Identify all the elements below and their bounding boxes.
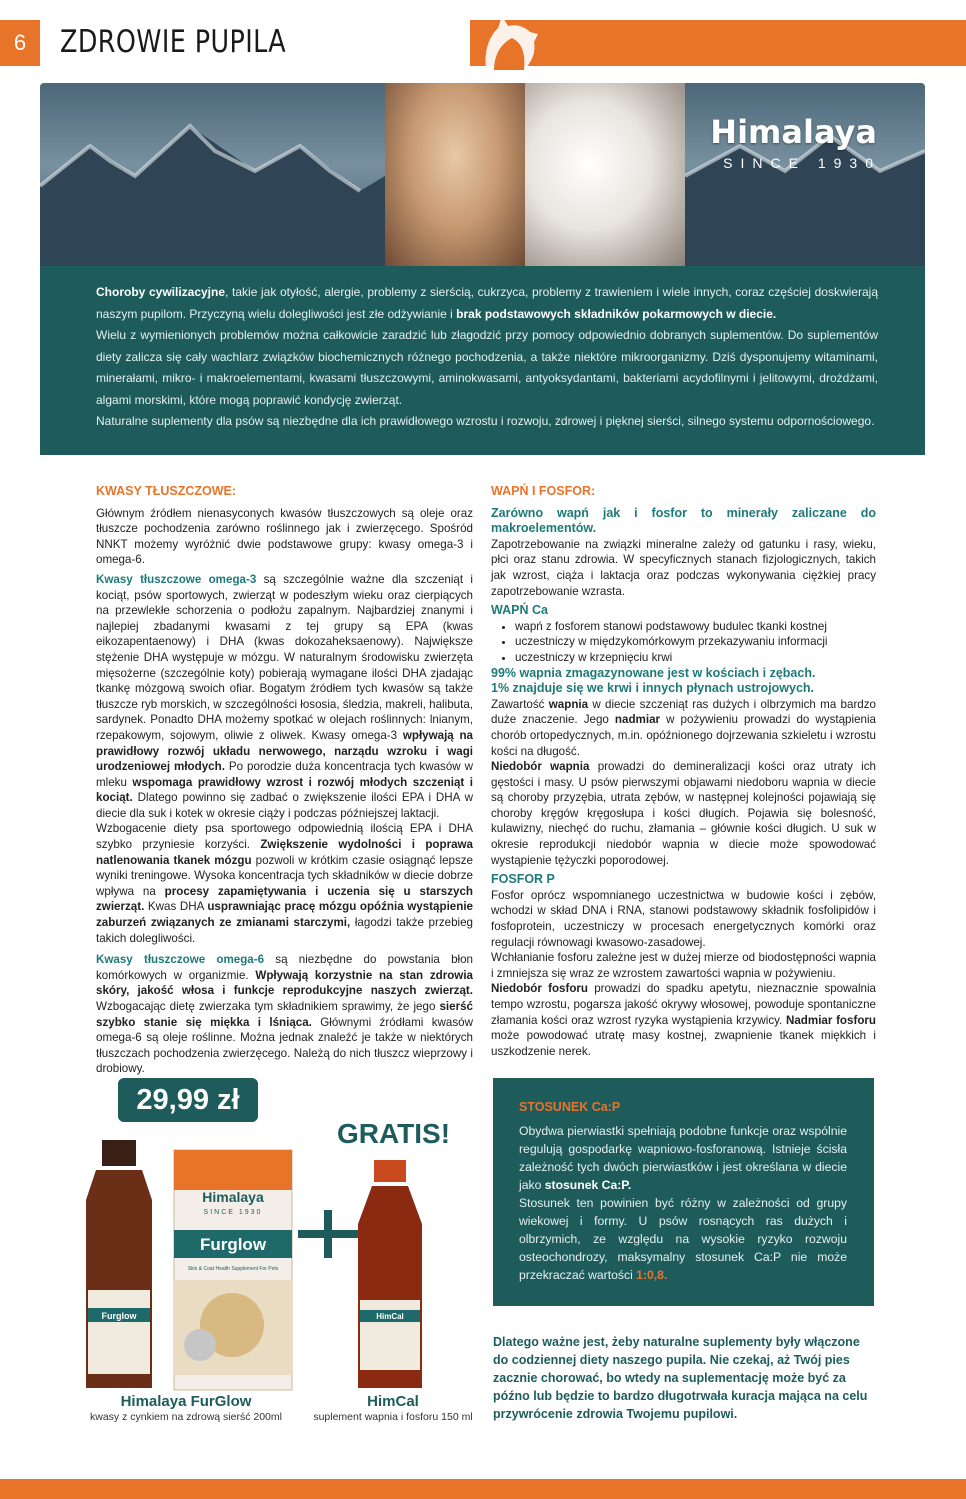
white-kitten-photo xyxy=(525,83,685,266)
dog-silhouette-icon xyxy=(478,12,542,74)
furglow-product-image xyxy=(82,1140,302,1395)
minerals-paragraph: Zapotrzebowanie na związki mineralne zależy od gatunku i rasy, wieku, płci oraz stanu zdrowia. W specyficznych stanach fizjologicznych, takich jak wzrost, ciąża i laktacja oraz podczas wykonywania ciężkiej pracy zapotrzebowanie wzrasta. xyxy=(491,537,876,598)
fatty-acids-heading: KWASY TŁUSZCZOWE: xyxy=(96,484,237,498)
brand-since: SINCE 1930 xyxy=(723,155,881,171)
list-item: • uczestniczy w międzykomórkowym przekazywaniu informacji xyxy=(515,634,876,650)
section-title: ZDROWIE PUPILA xyxy=(60,24,287,60)
gratis-label: GRATIS! xyxy=(337,1118,451,1149)
calcium-list xyxy=(491,619,876,666)
phosphorus-title: FOSFOR P xyxy=(491,872,555,887)
calcium-phosphorus-heading: WAPŃ I FOSFOR: xyxy=(491,484,596,498)
ca-p-ratio-box xyxy=(493,1078,874,1306)
hero-banner xyxy=(40,83,925,266)
closing-statement: Dlatego ważne jest, żeby naturalne suplementy były włączone do codziennej diety naszego pupila. Nie czekaj, aż Twój pies zacznie chorować, bo wtedy na suplementację może być za późno lub będzie to bardzo długotrwała kuracja mająca na celu przywrócenie zdrowia Twojemu pupilowi. xyxy=(493,1335,868,1421)
footer-bar xyxy=(0,1479,966,1499)
furglow-box-name: Furglow xyxy=(199,1235,267,1254)
list-item: • uczestniczy w krzepnięciu krwi xyxy=(515,650,876,666)
calcium-stat-1: 99% wapnia zmagazynowane jest w kościach i zębach. xyxy=(491,665,816,680)
sport-dog-paragraph: Wzbogacenie diety psa sportowego odpowiednią ilością EPA i DHA szybko przyniesie korzyści. Zwiększenie wydolności i poprawa natlenowania tkanek mózgu pozwoli w krótkim czasie osiągnąć lepsze wyniki treningowe. Wysoka koncentracja tych składników w diecie dobrze wpływa na procesy zapamiętywania i uczenia się u starszych zwierząt. Kwas DHA usprawniając pracę mózgu opóźnia wystąpienie zaburzeń związanych ze zmianami starczymi, łagodzi także przebieg takich dolegliwości. xyxy=(96,822,474,945)
brand-logo: Himalaya xyxy=(710,113,877,151)
himcal-description: suplement wapnia i fosforu 150 ml xyxy=(313,1411,473,1423)
omega3-paragraph: Kwasy tłuszczowe omega-3 są szczególnie ważne dla szczeniąt i kociąt, psów sportowych, zwierząt w podeszłym wieku oraz cierpiących na przewlekłe schorzenia o podłożu zapalnym. Najbardziej znanymi i najlepiej zbadanymi kwasami z tej grupy są EPA (kwas eikozapentaenowy) i DHA (kwas dokozaheksaenowy). Największe stężenie DHA występuje w mózgu. W naturalnym środowisku zwierzęta mięsożerne (szczególnie koty) pobierają wymagane ilości DHA zjadając tkankę mózgową swoich ofiar. Bogatym źródłem tych kwasów są także tłuszcze ryb morskich, w szczególności łososia, śledzia, makreli, halibuta, sardynek. Ponadto DHA możemy spotkać w olejach roślinnych: lnianym, rzepakowym, sojowym, oliwie z oliwek. Kwasy omega-3 wpływają na prawidłowy rozwój układu nerwowego, narządu wzroku i wagi urodzeniowej młodych. Po porodzie duża koncentracja tych kwasów w mleku wspomaga prawidłowy wzrost i rozwój młodych szczeniąt i kociąt. Dlatego powinno się zadbać o zwiększenie ilości EPA i DHA w diecie dla suk i kotek w okresie ciąży i podczas późniejszej laktacji. xyxy=(96,572,474,820)
header-bar xyxy=(470,20,966,66)
calcium-paragraph: Zawartość wapnia w diecie szczeniąt ras dużych i olbrzymich ma bardzo duże znaczenie. Jego nadmiar w pożywieniu prowadzi do wystąpienia chorób ortopedycznych, m.in. opóźnionego dojrzewania szkieletu i wzrostu kości na długość. xyxy=(491,697,876,758)
furglow-bottle-label: Furglow xyxy=(101,1311,137,1321)
ratio-paragraph-2: Stosunek ten powinien być różny w zależności od grupy wiekowej i formy. U psów rosnących ras dużych i olbrzymich, ze względu na wysokie ryzyko rozwoju osteochondrozy, maksymalny stosunek Ca:P nie może przekraczać wartości 1:0,8. xyxy=(519,1196,847,1282)
calcium-deficiency-paragraph: Niedobór wapnia prowadzi do demineralizacji kości oraz utraty ich gęstości i masy. U psów pierwszymi objawami niedoboru wapnia w diecie są choroby przyzębia, utrata zębów, w następnej kolejności pojawiają się choroby kręgów kręgosłupa i kości długich. Pojawia się bolesność, kulawizny, niechęć do ruchu, złamania – głównie kości długich. U suk w okresie reprodukcji niedobór wapnia w diecie może spowodować wystąpienie tężyczki poporodowej. xyxy=(491,760,876,867)
furglow-name: Himalaya FurGlow xyxy=(120,1393,252,1410)
intro-paragraph-1: Choroby cywilizacyjne, takie jak otyłość, alergie, problemy z sierścią, cukrzyca, problemy z trawieniem i wiele innych, coraz częściej doskwierają naszym pupilom. Przyczyną wielu dolegliwości jest złe odżywianie i brak podstawowych składników pokarmowych w diecie. xyxy=(96,285,878,321)
phosphorus-deficiency-paragraph: Niedobór fosforu prowadzi do spadku apetytu, nieznacznie spowalnia tempo wzrostu, pogarsza jakość okrywy włosowej, powoduje spontaniczne złamania kości oraz wzrost ryzyka wystąpienia krzywicy. Nadmiar fosforu może powodować utratę masy kostnej, zwapnienie tkanek miękkich i uszkodzenie nerek. xyxy=(491,982,877,1058)
calcium-title: WAPŃ Ca xyxy=(491,603,548,618)
furglow-box-since: SINCE 1930 xyxy=(203,1209,263,1216)
ratio-paragraph-1: Obydwa pierwiastki spełniają podobne funkcje oraz wspólnie regulują gospodarkę wapniowo-fosforanową. Istnieje ścisła zależność tych dwóch pierwiastków i jest określana w diecie jako stosunek Ca:P. xyxy=(519,1124,847,1192)
right-column xyxy=(491,484,876,1059)
calcium-stat-2: 1% znajduje się we krwi i innych płynach ustrojowych. xyxy=(491,681,815,696)
fatty-acids-intro: Głównym źródłem nienasyconych kwasów tłuszczowych są oleje oraz tłuszcze pochodzenia zarówno roślinnego jak i zwierzęcego. Spośród NNKT możemy wyróżnić dwie podstawowe grupy: kwasy omega-3 i omega-6. xyxy=(96,506,473,567)
himcal-bottle-label: HimCal xyxy=(376,1312,404,1321)
phosphorus-paragraph-1: Fosfor oprócz wspomnianego uczestnictwa w budowie kości i zębów, wchodzi w skład DNA i RNA, stanowi podstawowy składnik fosfolipidów i fosfoprotein, uczestniczy w procesach energetycznych komórki oraz regulacji równowagi kwasowo-zasadowej. xyxy=(491,888,876,949)
furglow-description: kwasy z cynkiem na zdrową sierść 200ml xyxy=(90,1411,282,1423)
himcal-name: HimCal xyxy=(367,1393,419,1410)
minerals-lead: Zarówno wapń jak i fosfor to minerały zaliczane do makroelementów. xyxy=(491,505,876,536)
intro-paragraph-2: Wielu z wymienionych problemów można całkowicie zaradzić lub złagodzić przy pomocy odpowiednio dobranych suplementów. Do suplementów diety zalicza się cały wachlarz związków biochemicznych różnego pochodzenia, a także niektóre mikroorganizmy. Dziś dysponujemy witaminami, minerałami, mikro- i makroelementami, kwasami tłuszczowymi, aminokwasami, antyoksydantami, bakteriami acydofilnymi i jelitowymi, drożdżami, algami morskimi, które mogą poprawić kondycję zwierząt. xyxy=(96,328,878,407)
woman-with-dog-photo xyxy=(385,83,525,266)
price-badge: 29,99 zł xyxy=(118,1078,258,1122)
furglow-box-brand: Himalaya xyxy=(202,1189,264,1205)
left-column xyxy=(96,484,473,1077)
intro-panel xyxy=(40,266,925,455)
list-item: • wapń z fosforem stanowi podstawowy budulec tkanki kostnej xyxy=(515,619,876,635)
ratio-text xyxy=(519,1122,847,1284)
phosphorus-paragraph-2: Wchłanianie fosforu zależne jest w dużej mierze od biodostępności wapnia i zmniejsza się wraz ze wzrostem zawartości wapnia w pożywieniu. xyxy=(491,951,876,980)
himcal-product-image xyxy=(340,1160,440,1392)
ratio-heading: STOSUNEK Ca:P xyxy=(519,1100,621,1114)
omega6-paragraph: Kwasy tłuszczowe omega-6 są niezbędne do powstania błon komórkowych w organizmie. Wpływają korzystnie na stan zdrowia skóry, jakość włosa i funkcje reprodukcyjne naszych zwierząt. Wzbogacając dietę zwierzaka tym składnikiem sprawimy, że jego sierść szybko stanie się miękka i lśniąca. Głównymi źródłami kwasów omega-6 są oleje roślinne. Można jednak znaleźć je także w niektórych tłuszczach pochodzenia zwierzęcego. Należą do nich tłuszcz wieprzowy i drobiowy. xyxy=(96,953,473,1076)
page-number: 6 xyxy=(0,20,40,66)
intro-paragraph-3: Naturalne suplementy dla psów są niezbędne dla ich prawidłowego wzrostu i rozwoju, zdrowej i pięknej sierści, silnego systemu odpornościowego. xyxy=(96,414,875,428)
furglow-box-description: Skin & Coat Health Supplement For Pets xyxy=(187,1266,279,1272)
